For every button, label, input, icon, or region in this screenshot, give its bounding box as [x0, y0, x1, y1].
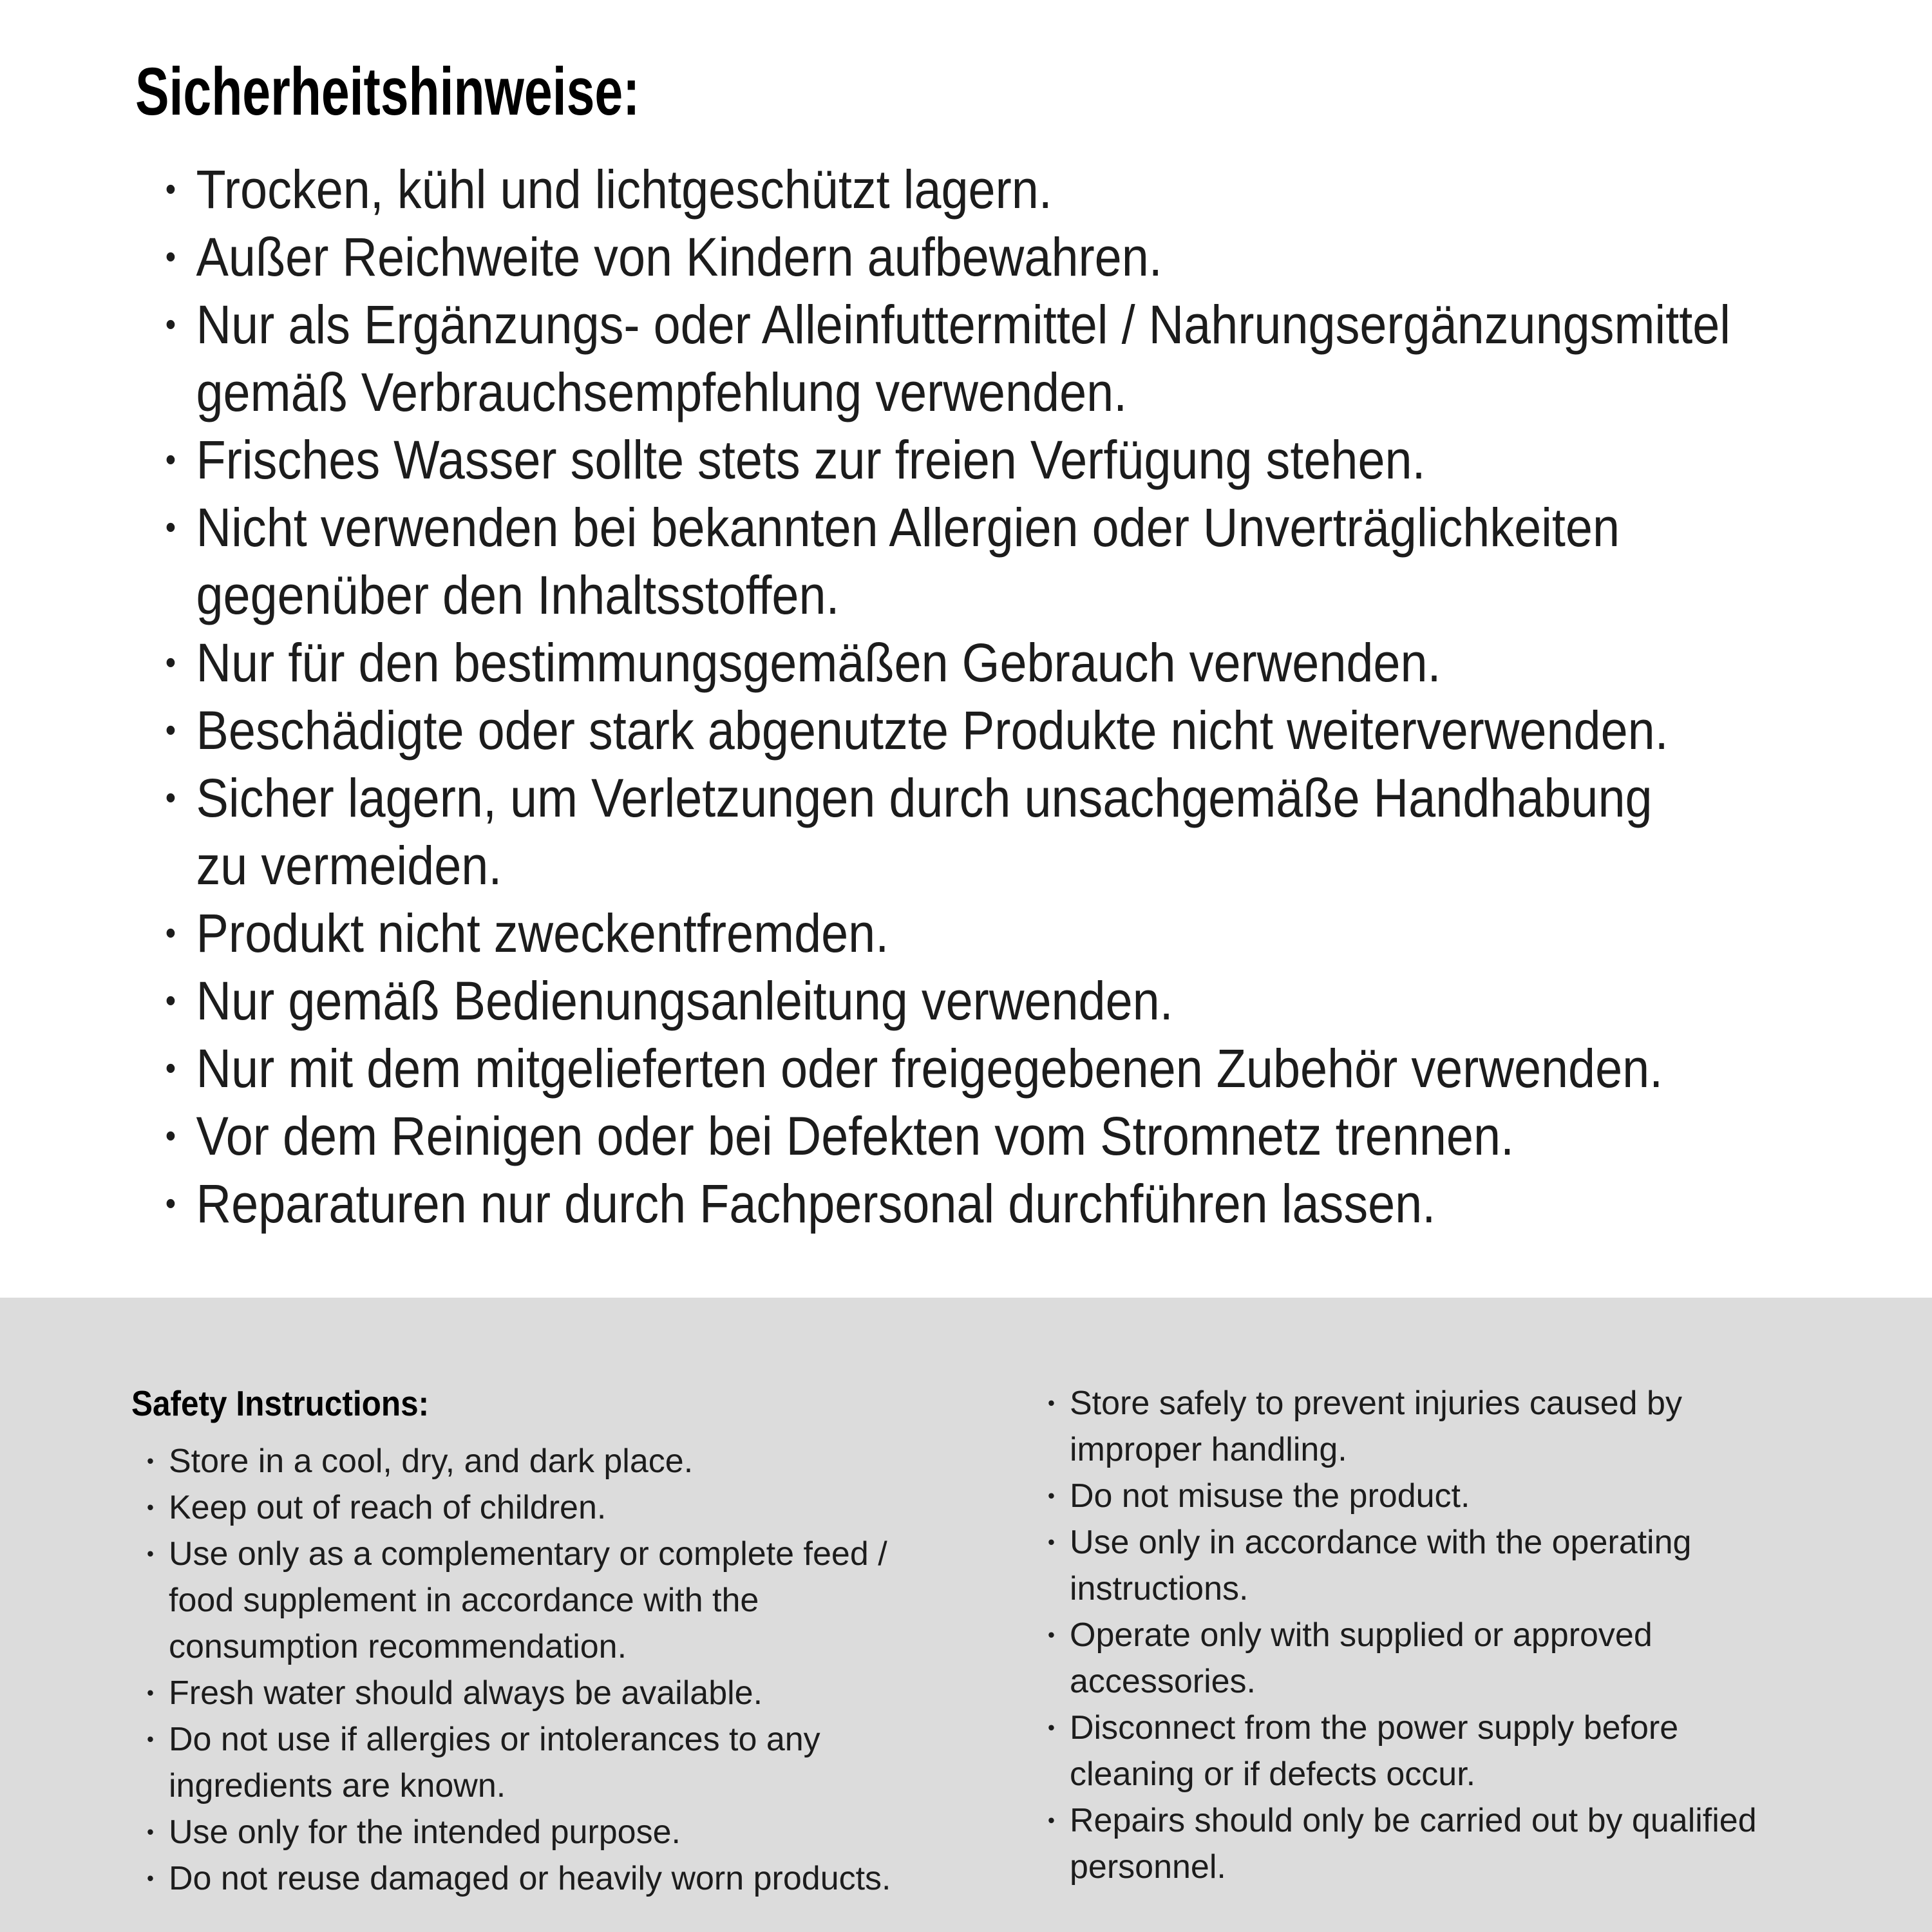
bullet-line-text: Fresh water should always be available. [169, 1674, 763, 1712]
bullet-line [1048, 1844, 1874, 1890]
bullet-line [135, 223, 1694, 291]
bullet-icon: • [1048, 1624, 1055, 1646]
bullet-icon: • [147, 1542, 154, 1565]
bullet-icon: • [165, 914, 176, 952]
bullet-line [135, 156, 1694, 223]
bullet-icon: • [165, 441, 176, 478]
bullet-line-text: Außer Reichweite von Kindern aufbewahren. [196, 227, 1162, 287]
bullet-line [1048, 1566, 1874, 1612]
german-bullet-list [135, 156, 1731, 1238]
bullet-line-text: Trocken, kühl und lichtgeschützt lagern. [196, 159, 1052, 220]
bullet-line-text: Do not misuse the product. [1070, 1477, 1470, 1515]
bullet-line-text: Vor dem Reinigen oder bei Defekten vom Stromnetz trennen. [196, 1106, 1515, 1166]
bullet-icon: • [147, 1867, 154, 1889]
bullet-line [135, 359, 1694, 426]
english-right-column [1048, 1380, 1874, 1890]
bullet-line [135, 426, 1694, 494]
bullet-line [135, 291, 1731, 359]
bullet-line-text: instructions. [1070, 1570, 1249, 1607]
bullet-line-text: personnel. [1070, 1848, 1226, 1886]
bullet-line-text: gegenüber den Inhaltsstoffen. [196, 565, 840, 625]
bullet-line-text: Nicht verwenden bei bekannten Allergien oder Unverträglichkeiten [196, 497, 1620, 558]
bullet-line [131, 1624, 1030, 1670]
bullet-icon: • [147, 1728, 154, 1750]
bullet-line-text: accessories. [1070, 1663, 1256, 1700]
bullet-line [135, 697, 1694, 764]
bullet-line-text: Use only for the intended purpose. [169, 1814, 681, 1851]
english-left-column [131, 1380, 1030, 1902]
bullet-line [1048, 1705, 1874, 1751]
bullet-icon: • [165, 779, 176, 817]
bullet-line [131, 1670, 1030, 1716]
bullet-icon: • [165, 171, 176, 208]
bullet-line [131, 1809, 1030, 1855]
bullet-line [1048, 1426, 1874, 1473]
bullet-icon: • [1048, 1809, 1055, 1832]
bullet-line-text: consumption recommendation. [169, 1628, 627, 1665]
english-right-list [1048, 1380, 1874, 1890]
bullet-line-text: Do not reuse damaged or heavily worn products. [169, 1860, 891, 1897]
bullet-line-text: food supplement in accordance with the [169, 1582, 759, 1619]
bullet-line [1048, 1658, 1874, 1705]
english-heading: Safety Instructions: [131, 1383, 430, 1423]
bullet-icon: • [147, 1496, 154, 1519]
bullet-line [135, 494, 1694, 562]
bullet-icon: • [165, 1117, 176, 1155]
bullet-line [1048, 1519, 1874, 1566]
bullet-line-text: Nur mit dem mitgelieferten oder freigegebenen Zubehör verwenden. [196, 1038, 1663, 1099]
bullet-icon: • [1048, 1531, 1055, 1553]
bullet-line-text: Operate only with supplied or approved [1070, 1616, 1653, 1654]
bullet-icon: • [147, 1681, 154, 1704]
bullet-line-text: Sicher lagern, um Verletzungen durch unsachgemäße Handhabung [196, 768, 1653, 828]
bullet-line-text: Reparaturen nur durch Fachpersonal durchführen lassen. [196, 1173, 1436, 1234]
bullet-line [135, 764, 1694, 832]
bullet-line-text: improper handling. [1070, 1431, 1347, 1468]
bullet-line [131, 1855, 1030, 1902]
bullet-icon: • [165, 982, 176, 1019]
bullet-line [131, 1484, 1030, 1531]
bullet-line-text: gemäß Verbrauchsempfehlung verwenden. [196, 362, 1128, 422]
bullet-line-text: Use only as a complementary or complete feed / [169, 1535, 887, 1573]
bullet-line [131, 1577, 1030, 1624]
bullet-line-text: Store in a cool, dry, and dark place. [169, 1443, 694, 1480]
bullet-line [131, 1438, 1030, 1484]
bullet-line [135, 900, 1694, 967]
bullet-line [135, 1035, 1694, 1103]
bullet-icon: • [1048, 1716, 1055, 1739]
bullet-line [135, 629, 1694, 697]
bullet-icon: • [165, 306, 176, 343]
bullet-line-text: Nur als Ergänzungs- oder Alleinfuttermittel / Nahrungsergänzungsmittel [196, 294, 1731, 355]
bullet-icon: • [165, 712, 176, 749]
bullet-icon: • [147, 1450, 154, 1472]
bullet-line-text: Nur gemäß Bedienungsanleitung verwenden. [196, 971, 1173, 1031]
bullet-line-text: Disconnect from the power supply before [1070, 1709, 1679, 1747]
bullet-line-text: cleaning or if defects occur. [1070, 1756, 1476, 1793]
bullet-line [135, 967, 1694, 1035]
bullet-line [135, 832, 1694, 900]
bullet-line [1048, 1797, 1874, 1844]
bullet-line-text: Beschädigte oder stark abgenutzte Produkte nicht weiterverwenden. [196, 700, 1669, 761]
bullet-line [1048, 1612, 1874, 1658]
bullet-line [135, 1103, 1694, 1170]
bullet-line-text: Use only in accordance with the operating [1070, 1524, 1692, 1561]
bullet-line [131, 1531, 1030, 1577]
bullet-line [135, 562, 1694, 629]
bullet-icon: • [147, 1821, 154, 1843]
bullet-line-text: Nur für den bestimmungsgemäßen Gebrauch verwenden. [196, 632, 1441, 693]
bullet-line-text: Do not use if allergies or intolerances to any [169, 1721, 820, 1758]
bullet-icon: • [1048, 1484, 1055, 1507]
bullet-icon: • [165, 644, 176, 681]
bullet-line-text: ingredients are known. [169, 1767, 506, 1804]
bullet-line-text: Repairs should only be carried out by qualified [1070, 1802, 1757, 1839]
bullet-icon: • [165, 1050, 176, 1087]
bullet-line [1048, 1751, 1874, 1797]
bullet-line [1048, 1380, 1874, 1426]
english-safety-section [0, 1298, 1932, 1932]
bullet-line-text: Store safely to prevent injuries caused by [1070, 1385, 1682, 1422]
bullet-icon: • [1048, 1392, 1055, 1414]
bullet-line-text: Frisches Wasser sollte stets zur freien Verfügung stehen. [196, 430, 1426, 490]
bullet-line-text: Keep out of reach of children. [169, 1489, 607, 1526]
english-left-list [131, 1438, 1030, 1902]
bullet-icon: • [165, 1185, 176, 1222]
bullet-line [1048, 1473, 1874, 1519]
bullet-icon: • [165, 509, 176, 546]
german-heading: Sicherheitshinweise: [135, 54, 640, 129]
bullet-line-text: Produkt nicht zweckentfremden. [196, 903, 889, 963]
bullet-line [131, 1716, 1030, 1763]
bullet-line [131, 1763, 1030, 1809]
bullet-line [135, 1170, 1694, 1238]
bullet-line-text: zu vermeiden. [196, 835, 502, 896]
bullet-icon: • [165, 238, 176, 276]
